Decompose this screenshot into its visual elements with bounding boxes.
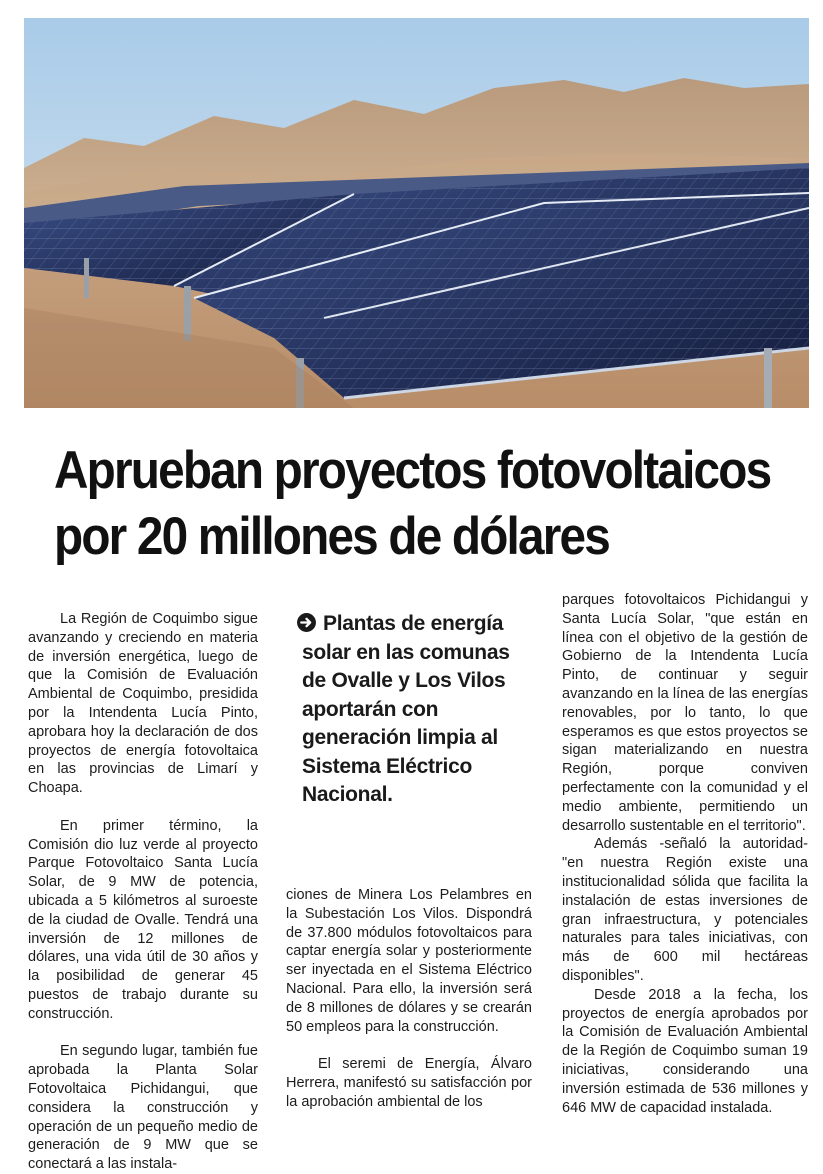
paragraph: La Región de Coquimbo sigue avanzando y creciendo en materia de inversión energética, luego de que la Comisión de Evaluación Ambiental de Coquimbo, presidida por la Intendenta Lucía Pinto, aprobara hoy la declaración de dos proyectos de energía fotovoltaica en las provincias de Limarí y Choapa. [28,611,258,797]
headline [54,438,771,570]
column-1 [28,610,258,1174]
paragraph: El seremi de Energía, Álvaro Herrera, manifestó su satisfacción por la aprobación ambiental de los [286,1056,532,1110]
headline-line-2: por 20 millones de dólares [54,507,609,566]
solar-farm-image [24,18,809,408]
paragraph: ciones de Minera Los Pelambres en la Subestación Los Vilos. Dispondrá de 37.800 módulos fotovoltaicos para captar energía solar y posteriormente ser inyectada en el Sistema Eléctrico Nacional. Para ello, la inversión será de 8 millones de dólares y se crearán 50 empleos para la construcción. [286,887,532,1035]
pull-quote-line: solar en las comunas [302,640,510,664]
paragraph: Desde 2018 a la fecha, los proyectos de energía aprobados por la Comisión de Evaluación Ambiental de la Región de Coquimbo suman 19 iniciativas, considerando una inversión estimada de 536 millones y 646 MW de capacidad instalada. [562,986,808,1116]
paragraph: En segundo lugar, también fue aprobada la Planta Solar Fotovoltaica Pichidangui, que considera la construcción y operación de un pequeño medio de generación de 9 MW que se conectará a las instala- [28,1043,258,1173]
pull-quote-line: aportarán con [302,697,439,721]
hero-photo [24,18,809,408]
column-3 [562,591,808,1117]
pull-quote [286,610,532,810]
pull-quote-line: de Ovalle y Los Vilos [302,669,506,692]
paragraph: Además -señaló la autoridad- "en nuestra Región existe una institucionalidad sólida que facilita la instalación de estas inversiones de gran infraestructura, y potenciales naturales para tales iniciativas, con más de 600 mil hectáreas disponibles". [562,836,808,984]
pull-quote-line: generación limpia al [302,726,498,749]
pull-quote-line: Sistema Eléctrico [302,754,472,778]
pull-quote-line: Nacional. [302,783,393,806]
paragraph: En primer término, la Comisión dio luz verde al proyecto Parque Fotovoltaico Santa Lucía Solar, de 9 MW de potencia, ubicada a 5 kilómetros al suroeste de la ciudad de Ovalle. Tendrá una inversión de 12 millones de dólares, una vida útil de 30 años y la posibilidad de generar 45 puestos de trabajo durante su construcción. [28,817,258,1022]
headline-line-1: Aprueban proyectos fotovoltaicos [54,441,771,500]
arrow-circle-icon [296,612,317,633]
pull-quote-line: Plantas de energía [286,610,532,639]
paragraph: parques fotovoltaicos Pichidangui y Santa Lucía Solar, "que están en línea con el objetivo de la gestión de Gobierno de la Intendenta Lucía Pinto, de continuar y seguir avanzando en la línea de las energías renovables, por lo tanto, lo que esperamos es que estos proyectos se sigan materializando en nuestra Región, porque conviven perfectamente con la comunidad y el medio ambiente, permitiendo un desarrollo sustentable en el territorio". [562,592,808,834]
column-2-body [286,886,532,1112]
